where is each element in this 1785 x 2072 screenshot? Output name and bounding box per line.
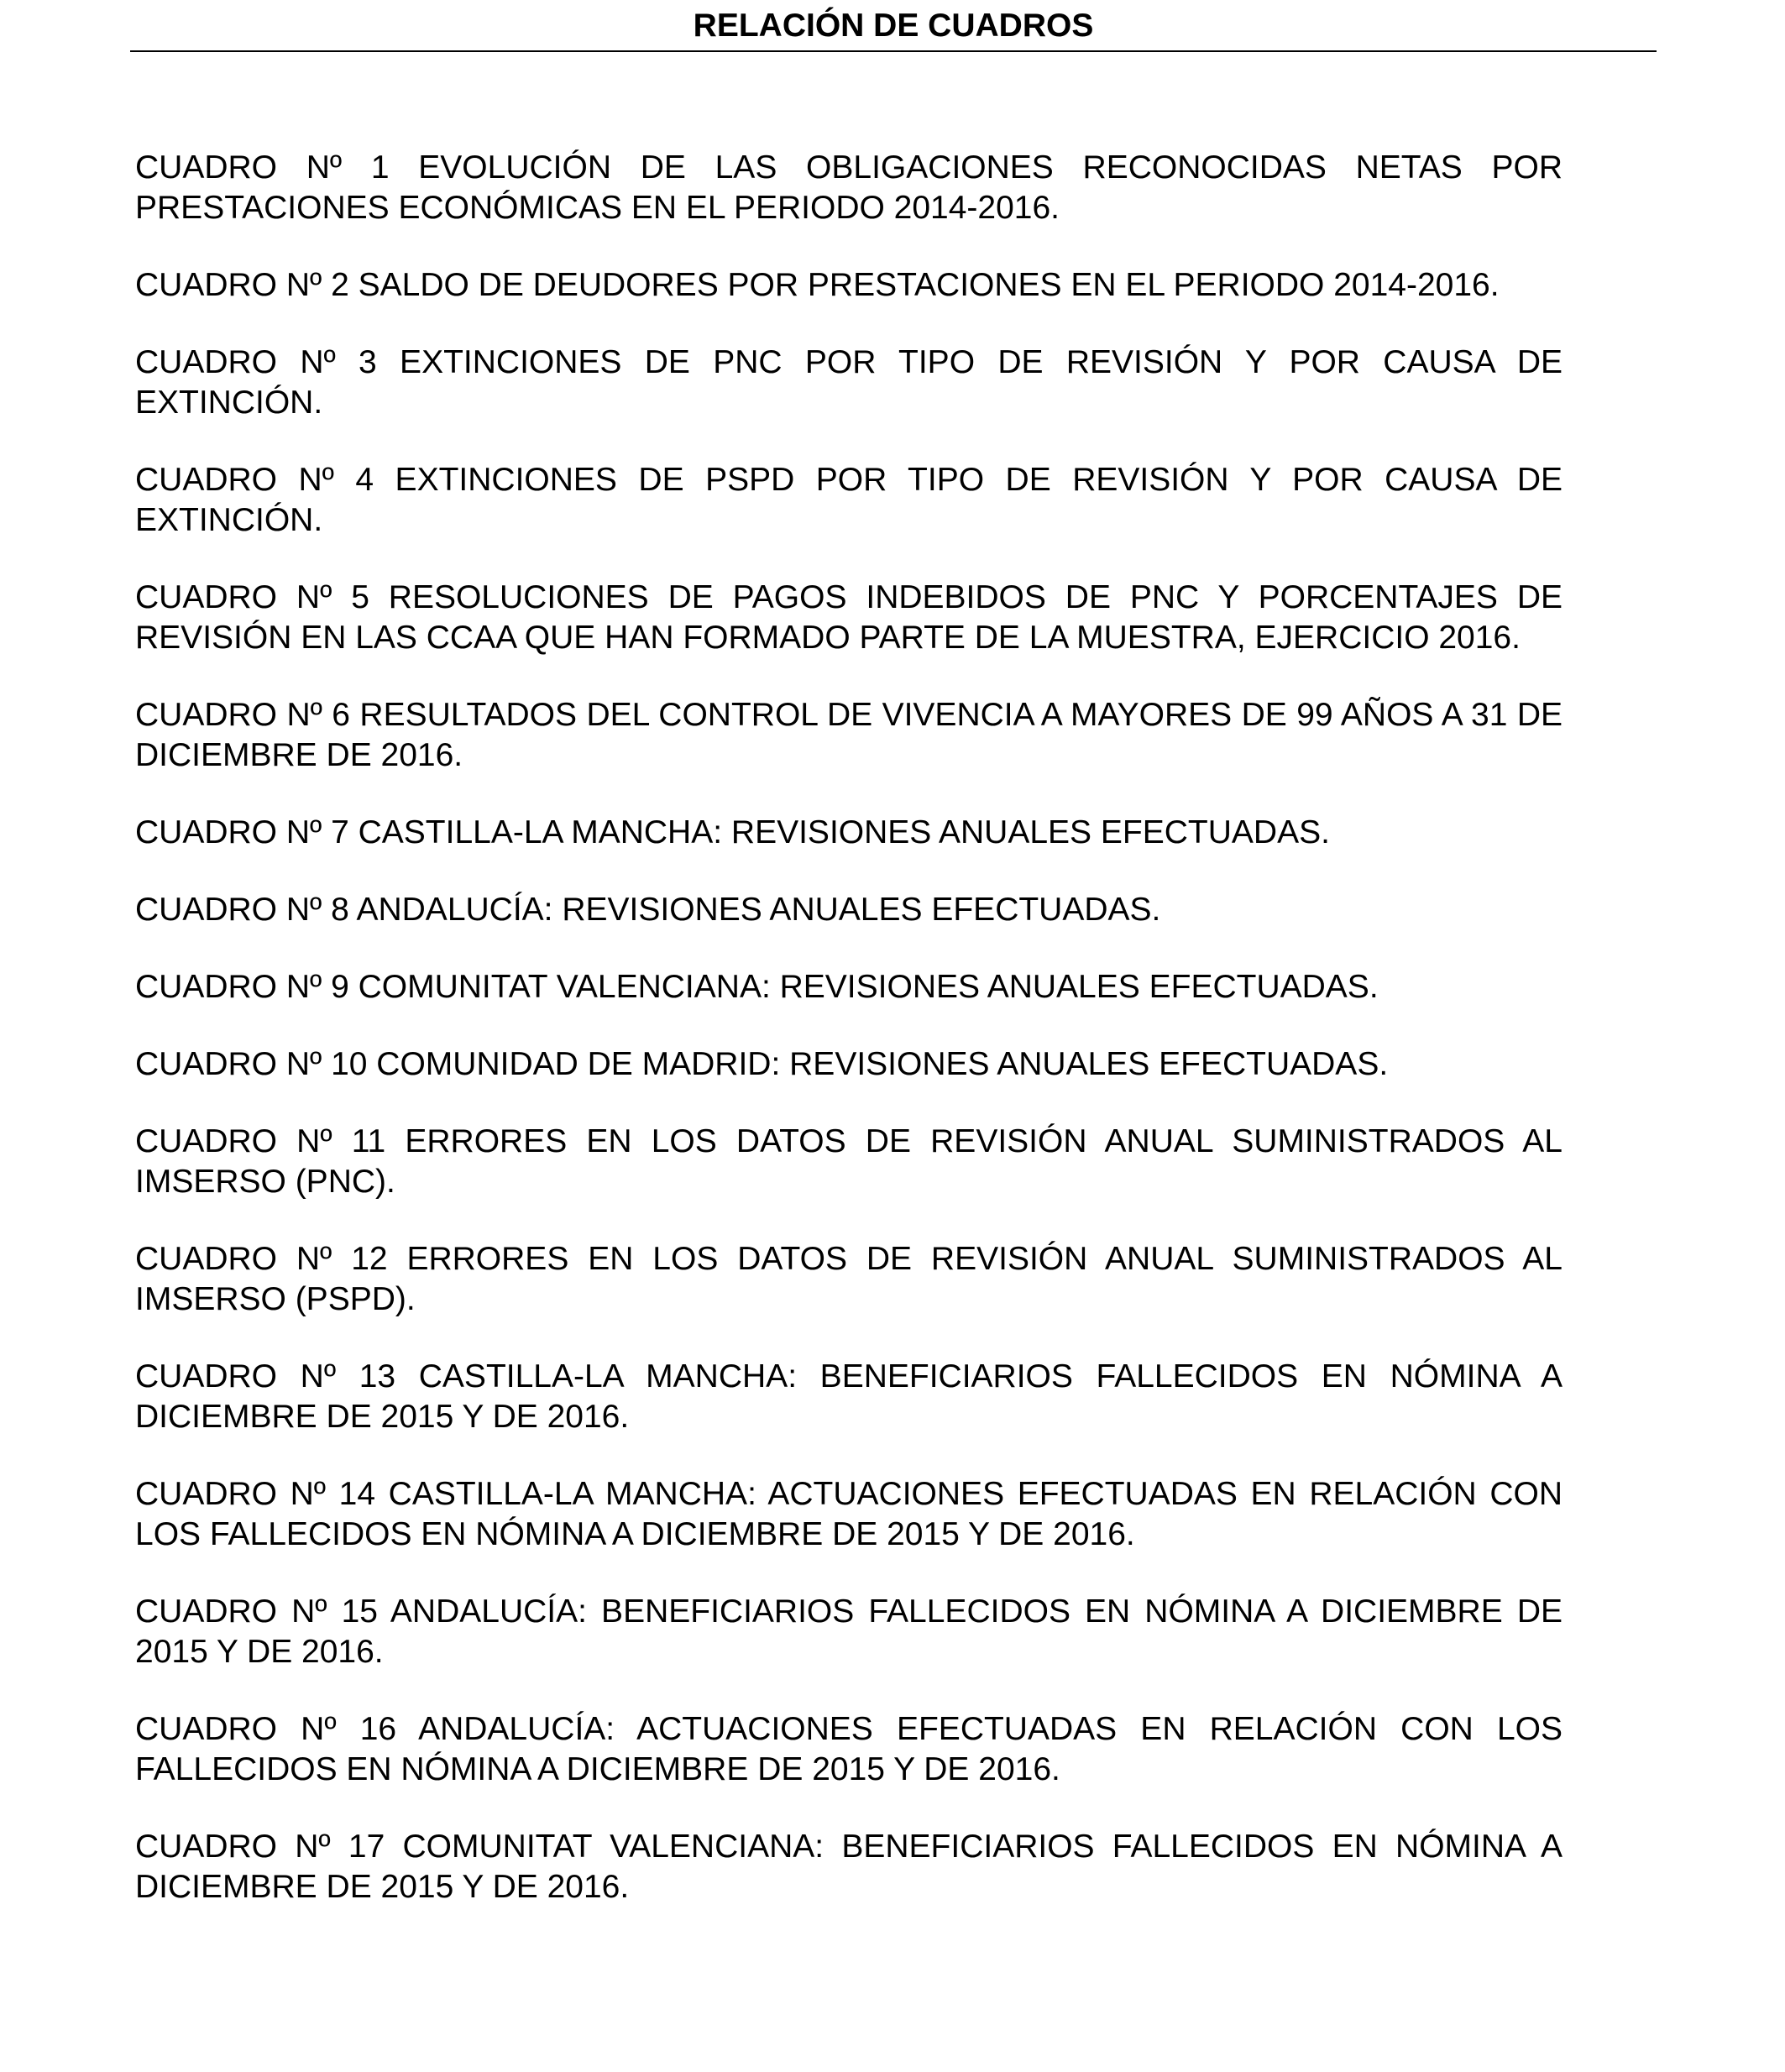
list-item-cuadro-14: CUADRO Nº 14 CASTILLA-LA MANCHA: ACTUACIONES EFECTUADAS EN RELACIÓN CON LOS FALLECIDOS EN NÓMINA A DICIEMBRE DE 2015 Y DE 2016. xyxy=(135,1476,1563,1552)
list-item-cuadro-11: CUADRO Nº 11 ERRORES EN LOS DATOS DE REVISIÓN ANUAL SUMINISTRADOS AL IMSERSO (PNC). xyxy=(135,1123,1563,1200)
list-item-cuadro-6: CUADRO Nº 6 RESULTADOS DEL CONTROL DE VIVENCIA A MAYORES DE 99 AÑOS A 31 DE DICIEMBRE DE 2016. xyxy=(135,697,1563,773)
list-item-cuadro-8: CUADRO Nº 8 ANDALUCÍA: REVISIONES ANUALES EFECTUADAS. xyxy=(135,892,1161,928)
list-item-cuadro-2: CUADRO Nº 2 SALDO DE DEUDORES POR PRESTACIONES EN EL PERIODO 2014-2016. xyxy=(135,267,1500,303)
list-item-cuadro-3: CUADRO Nº 3 EXTINCIONES DE PNC POR TIPO DE REVISIÓN Y POR CAUSA DE EXTINCIÓN. xyxy=(135,344,1563,421)
table-list xyxy=(135,148,1563,1944)
page-header xyxy=(130,0,1657,52)
list-item-cuadro-13: CUADRO Nº 13 CASTILLA-LA MANCHA: BENEFICIARIOS FALLECIDOS EN NÓMINA A DICIEMBRE DE 2015 Y DE 2016. xyxy=(135,1358,1563,1435)
list-item-cuadro-1: CUADRO Nº 1 EVOLUCIÓN DE LAS OBLIGACIONES RECONOCIDAS NETAS POR PRESTACIONES ECONÓMICAS EN EL PERIODO 2014-2016. xyxy=(135,149,1563,226)
list-item-cuadro-4: CUADRO Nº 4 EXTINCIONES DE PSPD POR TIPO DE REVISIÓN Y POR CAUSA DE EXTINCIÓN. xyxy=(135,462,1563,538)
list-item-cuadro-15: CUADRO Nº 15 ANDALUCÍA: BENEFICIARIOS FALLECIDOS EN NÓMINA A DICIEMBRE DE 2015 Y DE 2016. xyxy=(135,1593,1563,1670)
list-item-cuadro-10: CUADRO Nº 10 COMUNIDAD DE MADRID: REVISIONES ANUALES EFECTUADAS. xyxy=(135,1046,1389,1082)
list-item-cuadro-7: CUADRO Nº 7 CASTILLA-LA MANCHA: REVISIONES ANUALES EFECTUADAS. xyxy=(135,814,1330,850)
list-item-cuadro-5: CUADRO Nº 5 RESOLUCIONES DE PAGOS INDEBIDOS DE PNC Y PORCENTAJES DE REVISIÓN EN LAS CCAA QUE HAN FORMADO PARTE DE LA MUESTRA, EJERCICIO 2016. xyxy=(135,579,1563,656)
list-item-cuadro-9: CUADRO Nº 9 COMUNITAT VALENCIANA: REVISIONES ANUALES EFECTUADAS. xyxy=(135,969,1379,1005)
list-item-cuadro-16: CUADRO Nº 16 ANDALUCÍA: ACTUACIONES EFECTUADAS EN RELACIÓN CON LOS FALLECIDOS EN NÓMINA A DICIEMBRE DE 2015 Y DE 2016. xyxy=(135,1711,1563,1787)
list-item-cuadro-12: CUADRO Nº 12 ERRORES EN LOS DATOS DE REVISIÓN ANUAL SUMINISTRADOS AL IMSERSO (PSPD). xyxy=(135,1241,1563,1317)
list-item-cuadro-17: CUADRO Nº 17 COMUNITAT VALENCIANA: BENEFICIARIOS FALLECIDOS EN NÓMINA A DICIEMBRE DE 2015 Y DE 2016. xyxy=(135,1829,1563,1905)
page-title: RELACIÓN DE CUADROS xyxy=(693,8,1094,44)
